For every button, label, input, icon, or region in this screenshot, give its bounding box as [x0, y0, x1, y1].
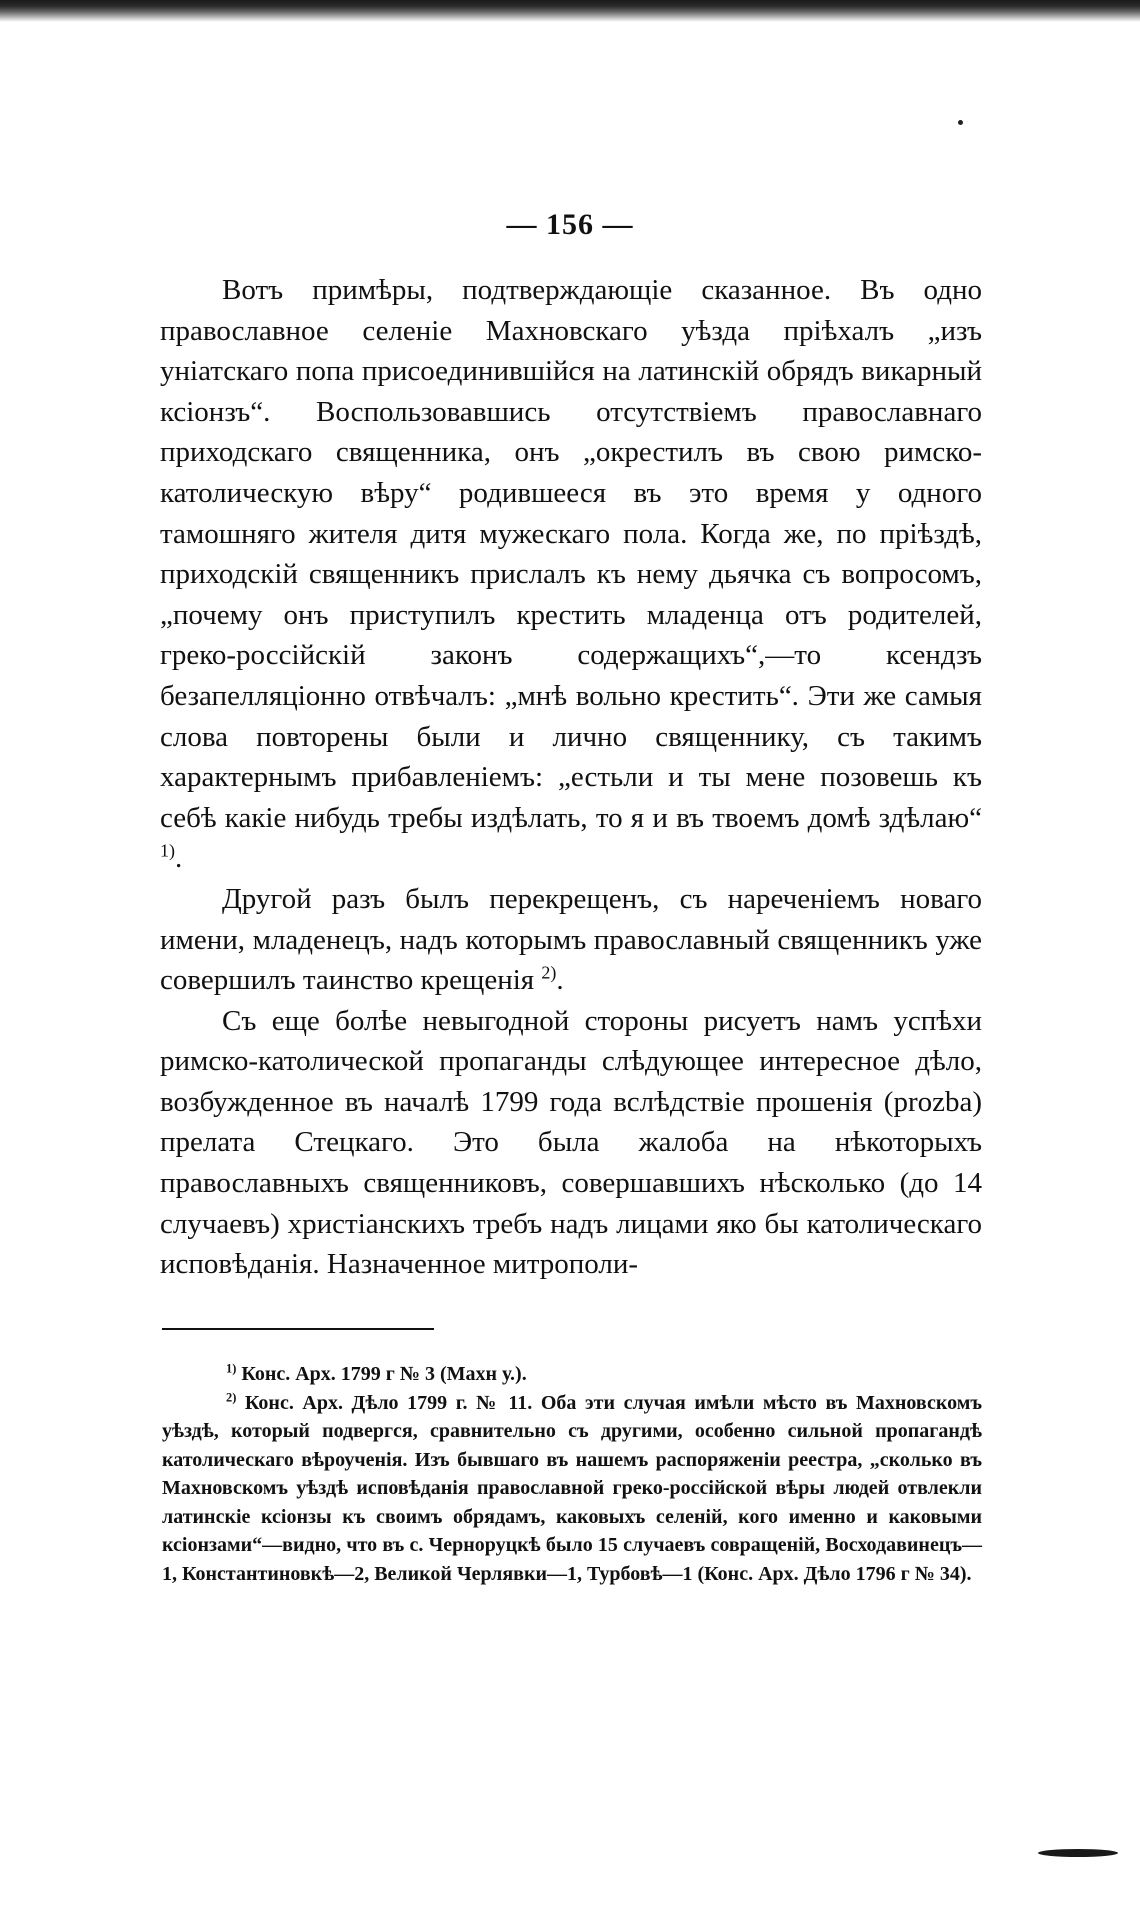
footnote-1-text: Конс. Арх. 1799 г № 3 (Махн у.). [241, 1363, 527, 1385]
paragraph-2-text: Другой разъ былъ перекрещенъ, съ нареченіемъ новаго имени, младенецъ, надъ которымъ православный священникъ уже совершилъ таинство крещенія [160, 882, 982, 997]
scan-top-edge [0, 0, 1140, 22]
footnote-2-mark: 2) [226, 1389, 237, 1404]
footnotes [162, 1360, 982, 1588]
footnote-1-mark: 1) [226, 1361, 237, 1376]
scan-corner-smudge [1038, 1849, 1118, 1857]
footnote-ref-1: 1) [160, 840, 175, 861]
page-number: — 156 — [506, 208, 634, 241]
paragraph-1: Вотъ примѣры, подтверждающіе сказанное. Въ одно православное селеніе Махновскаго уѣзда пріѣхалъ „изъ уніатскаго попа присоединившійся на латинскій обрядъ викарный ксіонзъ“. Воспользовавшись отсутствіемъ православнаго приходскаго священника, онъ „окрестилъ въ свою римско-католическую вѣру“ родившееся въ это время у одного тамошняго жителя дитя мужескаго пола. Когда же, по пріѣздѣ, приходскій священникъ прислалъ къ нему дьячка съ вопросомъ, „почему онъ приступилъ крестить младенца отъ родителей, греко-россійскій законъ содержащихъ“,—то ксендзъ безапелляціонно отвѣчалъ: „мнѣ вольно крестить“. Эти же самыя слова повторены были и лично священнику, съ такимъ характернымъ прибавленіемъ: „естьли и ты мене позовешь къ себѣ какіе нибудь требы издѣлать, то я и въ твоемъ домѣ здѣлаю“ $^{1)}$. [160, 274, 982, 875]
scan-speck [958, 120, 963, 125]
footnote-separator [162, 1328, 434, 1330]
paragraph-1-text: Вотъ примѣры, подтверждающіе сказанное. Въ одно православное селеніе Махновскаго уѣзда пріѣхалъ „изъ уніатскаго попа присоединившійся на латинскій обрядъ викарный ксіонзъ“. Воспользовавшись отсутствіемъ православнаго приходскаго священника, онъ „окрестилъ въ свою римско-католическую вѣру“ родившееся въ это время у одного тамошняго жителя дитя мужескаго пола. Когда же, по пріѣздѣ, приходскій священникъ прислалъ къ нему дьячка съ вопросомъ, „почему онъ приступилъ крестить младенца отъ родителей, греко-россійскій законъ содержащихъ“,—то ксендзъ безапелляціонно отвѣчалъ: „мнѣ вольно крестить“. Эти же самыя слова повторены были и лично священнику, съ такимъ характернымъ прибавленіемъ: „естьли и ты мене позовешь къ себѣ какіе нибудь требы издѣлать, то я и въ твоемъ домѣ здѣлаю“ [160, 274, 982, 834]
paragraph-3 [160, 1001, 982, 1285]
paragraph-2: Другой разъ былъ перекрещенъ, съ нареченіемъ новаго имени, младенецъ, надъ которымъ православный священникъ уже совершилъ таинство крещенія $^{2)}$. [160, 882, 982, 997]
paragraph-3-text: Съ еще болѣе невыгодной стороны рисуетъ намъ успѣхи римско-католической пропаганды слѣдующее интересное дѣло, возбужденное въ началѣ 1799 года вслѣдствіе прошенія (prozba) прелата Стецкаго. Это была жалоба на нѣкоторыхъ православныхъ священниковъ, совершавшихъ нѣсколько (до 14 случаевъ) христіанскихъ требъ надъ лицами яко бы католическаго исповѣданія. Назначенное митрополи- [160, 1004, 982, 1281]
footnote-2 [162, 1389, 982, 1589]
footnote-2-text: Конс. Арх. Дѣло 1799 г. № 11. Оба эти случая имѣли мѣсто въ Махновскомъ уѣздѣ, который подвергся, сравнительно съ другими, особенно сильной пропагандѣ католическаго вѣроученія. Изъ бывшаго въ нашемъ распоряженіи реестра, „сколько въ Махновскомъ уѣздѣ исповѣданія православной греко-россійской вѣры людей отвлекли латинскіе ксіонзы къ своимъ обрядамъ, каковыхъ селеній, кого именно и каковыми ксіонзами“—видно, что въ с. Черноруцкѣ было 15 случаевъ совращеній, Восходавинецъ—1, Константиновкѣ—2, Великой Черлявки—1, Турбовѣ—1 (Конс. Арх. Дѣло 1796 г № 34). [162, 1391, 982, 1585]
main-text [160, 270, 982, 1285]
footnote-1 [162, 1360, 982, 1389]
footnote-ref-2: 2) [541, 962, 557, 983]
